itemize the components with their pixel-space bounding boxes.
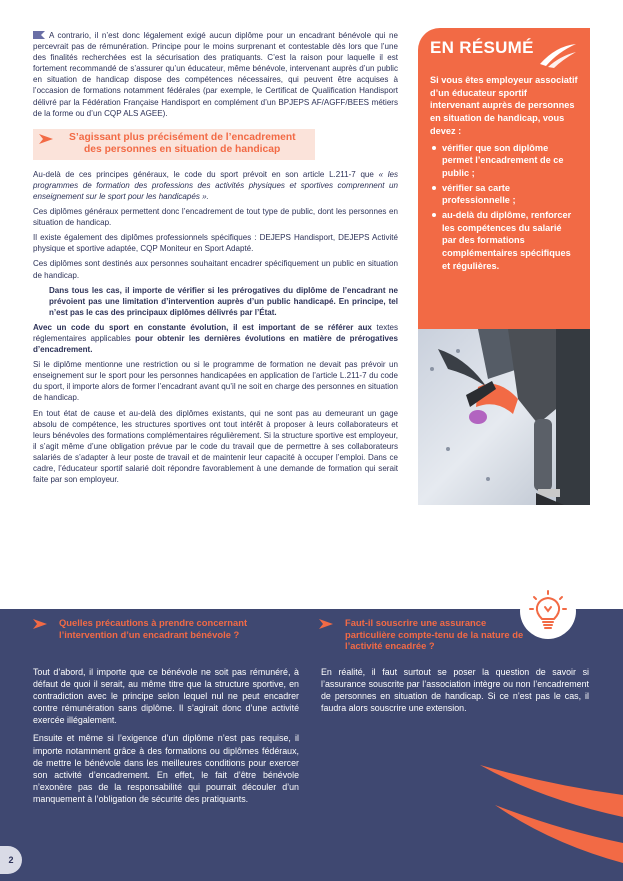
left-answer-p1: Tout d’abord, il importe que ce bénévole ne soit pas rémunéré, à défaut de quoi il serait, au même titre que la structure sportive, en contradiction avec le principe selon lequel nul ne peut encadrer contre rémunération sans diplôme. Il s’agirait donc d’une activité exercée illégalement. <box>33 667 299 726</box>
arrow-icon <box>39 134 53 144</box>
summary-item: au-delà du diplôme, renforcer les compétences du salarié par des formations complémentaires spécifiques et régulières. <box>430 209 578 273</box>
summary-item: vérifier sa carte professionnelle ; <box>430 182 578 207</box>
swoosh-icon <box>538 42 578 68</box>
left-answer-p2: Ensuite et même si l’exigence d’un diplôme n’est pas requise, il importe notamment grâce à des formations ou diplômes fédéraux, de mettre le bénévole dans les meilleures conditions pour exercer son activité d’encadrement. En effet, le fait d’être bénévole n’exonère pas de la responsabilité qui pourrait découler d’un manquement à l’obligation de sécurité des pratiquants. <box>33 733 299 804</box>
section-heading <box>33 129 315 160</box>
paragraph-prerogatives: Dans tous les cas, il importe de vérifier si les prérogatives du diplôme de l’encadrant ne prévoient pas une limitation d’intervention auprès d’un public handicapé. En principe, tel n’est pas le cas des principaux diplômes délivrés par l’État. <box>49 285 398 317</box>
evolution-bold-1: Avec un code du sport en constante évolution, il est important de se référer aux <box>33 322 372 332</box>
paragraph-evolution <box>33 322 398 355</box>
paragraph-formations: En tout état de cause et au-delà des diplômes existants, qui ne sont pas au demeurant un gage absolu de compétence, les structures sportives ont tout intérêt à proposer à leurs collaborateurs et leurs bénévoles des formations complémentaires régulièrement. Si la structure sportive est employeur, il s’agit même d’une obligation prévue par le code du travail que de permettre à ses collaborateurs salariés de s’adapter à leur poste de travail et de maintenir leur capacité à occuper l’emploi. Dans ce cadre, l’éducateur sportif salarié doit répondre favorablement à une demande de formation qui serait faite par son employeur. <box>33 408 398 485</box>
right-answer <box>321 666 589 720</box>
right-question-text: Faut-il souscrire une assurance particulière compte-tenu de la nature de l’activité encadrée ? <box>345 617 524 652</box>
climber-illustration <box>418 329 590 505</box>
left-question-text: Quelles précautions à prendre concernant l’intervention d’un encadrant bénévole ? <box>59 617 248 640</box>
paragraph-intro <box>33 30 398 119</box>
paragraph-code-du-sport-text: Au-delà de ces principes généraux, le code du sport prévoit en son article L.211-7 que <box>33 169 374 179</box>
flag-icon <box>33 31 45 39</box>
evolution-bold-2: pour obtenir les dernières évolutions en matière de prérogatives d’encadrement. <box>33 333 398 355</box>
left-question-heading <box>59 617 259 640</box>
section-heading-line2: des personnes en situation de handicap <box>84 144 281 156</box>
right-question-heading <box>345 617 530 652</box>
right-answer-p1: En réalité, il faut surtout se poser la question de savoir si l’assurance souscrite par l’association intègre ou non l’encadrement de personnes en situation de handicap. Si ce n’est pas le cas, il faudra alors souscrire une extension. <box>321 667 589 714</box>
climber-photo <box>418 329 590 505</box>
summary-intro: Si vous êtes employeur associatif d’un éducateur sportif intervenant auprès de personnes en situation de handicap, vous devez : <box>430 75 578 136</box>
code-du-sport-quote: « les programmes de formation des professions des activités physiques et sportives comprennent un enseignement sur le sport pour les handicapés ». <box>33 169 398 201</box>
arrow-icon <box>319 619 333 629</box>
evolution-normal: textes réglementaires applicables <box>33 322 398 343</box>
paragraph-intro-text: A contrario, il n’est donc légalement exigé aucun diplôme pour un encadrant bénévole qui ne percevrait pas de rémunération. Principe pour le moins surprenant et contestable dès lors que l’une des finalités recherchées est la sécurisation des pratiquants. C’est la raison pour laquelle il est fortement recommandé de s’assurer qu’un éducateur, même bénévole, intervenant auprès d’un public en situation de handicap dispose des compétences nécessaires, qui peuvent être acquises à l’occasion de formations notamment fédérales (par exemple, le Certificat de Qualification Handisport délivré par la Fédération Française Handisport en complément d’un BPJEPS AF/AGFF/BEES métiers de la forme ou d’un CQP ALS AGEE). <box>33 31 398 118</box>
paragraph-restriction: Si le diplôme mentionne une restriction ou si le programme de formation ne devait pas prévoir un enseignement sur le sport pour les personnes handicapées en application de l’article L.211-7 du code du sport, il importe alors de former l’encadrant avant qu’il ne soit en charge des personnes en situation de handicap. <box>33 360 398 403</box>
summary-box <box>418 28 590 329</box>
paragraph-diplomes-destines: Ces diplômes sont destinés aux personnes souhaitant encadrer spécifiquement un public en situation de handicap. <box>33 259 398 280</box>
summary-title: EN RÉSUMÉ <box>430 38 534 57</box>
summary-item: vérifier que son diplôme permet l’encadrement de ce public ; <box>430 142 578 180</box>
main-column <box>33 30 398 489</box>
left-answer <box>33 666 299 811</box>
page-number: 2 <box>0 846 22 874</box>
decorative-swoosh <box>440 735 623 881</box>
section-heading-line1: S’agissant plus précisément de l’encadrement <box>69 131 296 143</box>
summary-list <box>430 142 578 273</box>
arrow-icon <box>33 619 47 629</box>
paragraph-diplomes-generaux: Ces diplômes généraux permettent donc l’encadrement de tout type de public, dont les personnes en situation de handicap. <box>33 207 398 228</box>
paragraph-diplomes-specifiques: Il existe également des diplômes professionnels spécifiques : DEJEPS Handisport, DEJEPS Activité physique et sportive adaptée, CQP Moniteur en Sport Adapté. <box>33 233 398 254</box>
paragraph-code-du-sport <box>33 169 398 202</box>
